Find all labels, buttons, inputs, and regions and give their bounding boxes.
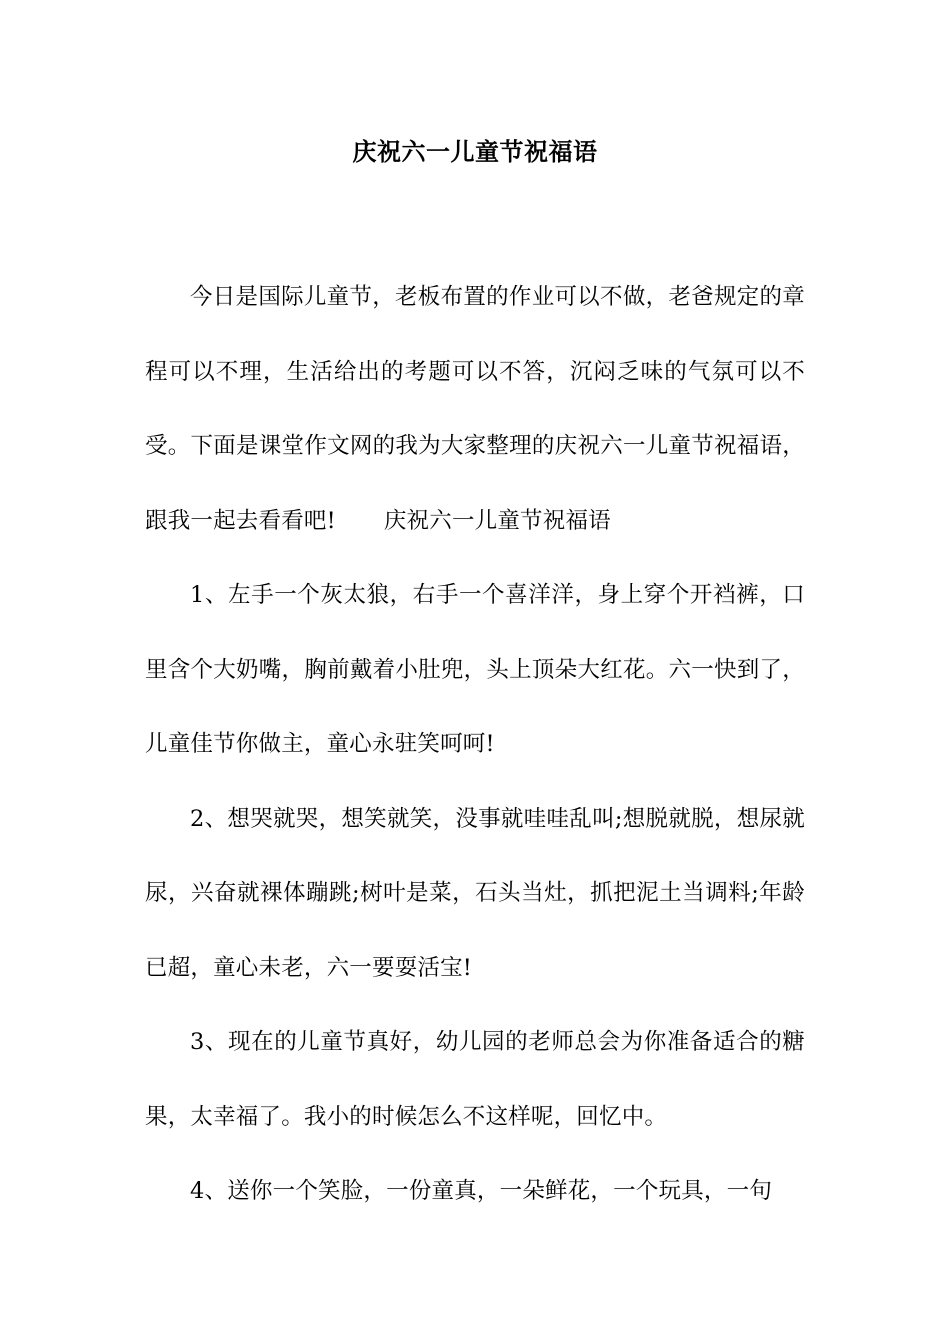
list-item: 3、现在的儿童节真好，幼儿园的老师总会为你准备适合的糖果，太幸福了。我小的时候怎么不这样呢，回忆中。 <box>145 1029 805 1130</box>
intro-paragraph <box>145 260 805 558</box>
inline-section-heading: 庆祝六一儿童节祝福语 <box>383 507 611 534</box>
list-item: 2、想哭就哭，想笑就笑，没事就哇哇乱叫;想脱就脱，想尿就尿，兴奋就裸体蹦跳;树叶是菜，石头当灶，抓把泥土当调料;年龄已超，童心未老，六一要耍活宝! <box>145 805 805 981</box>
page-title: 庆祝六一儿童节祝福语 <box>352 137 598 166</box>
list-item: 1、左手一个灰太狼，右手一个喜洋洋，身上穿个开裆裤，口里含个大奶嘴，胸前戴着小肚兜，头上顶朵大红花。六一快到了，儿童佳节你做主，童心永驻笑呵呵! <box>145 582 805 757</box>
list-item: 4、送你一个笑脸，一份童真，一朵鲜花，一个玩具，一句 <box>190 1178 773 1204</box>
document-body <box>145 260 805 1229</box>
intro-text: 今日是国际儿童节，老板布置的作业可以不做，老爸规定的章程可以不理，生活给出的考题可以不答，沉闷乏味的气氛可以不受。下面是课堂作文网的我为大家整理的庆祝六一儿童节祝福语，跟我一起去看看吧! <box>145 284 805 534</box>
